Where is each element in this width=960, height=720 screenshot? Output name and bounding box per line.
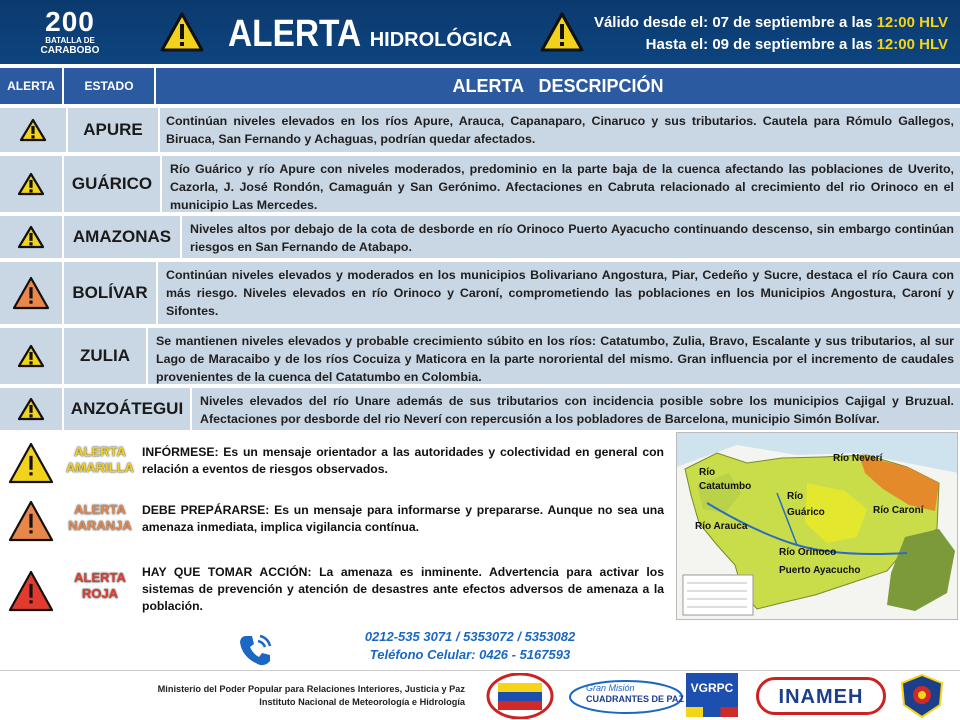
gran-mision-logo xyxy=(566,677,686,717)
map-label-neveri: Río Neverí xyxy=(833,453,883,464)
title-main: ALERTA xyxy=(228,13,362,55)
legend-label xyxy=(64,570,136,602)
legend-label xyxy=(64,502,136,534)
legend-label-line1: ALERTA xyxy=(74,502,126,517)
legend-label xyxy=(64,444,136,476)
table-row xyxy=(0,108,960,154)
table-header xyxy=(0,68,960,104)
venezuela-flag-logo xyxy=(486,673,554,719)
valid-from-time: 12:00 HLV xyxy=(876,14,948,31)
valid-to: Hasta el: 09 de septiembre a las xyxy=(645,36,873,53)
table-row xyxy=(0,216,960,260)
alert-level-cell xyxy=(0,108,68,152)
legend-label-line1: ALERTA xyxy=(74,444,126,459)
warning-icon xyxy=(19,118,47,142)
alert-level-cell xyxy=(0,328,64,384)
bicentenario-logo xyxy=(20,8,120,58)
map-label-guarico-2: Guárico xyxy=(787,507,825,518)
state-description: Niveles elevados del río Unare además de sus tributarios con incidencia posible sobre los municipios Cajigal y Bruzual. Afectaciones por desborde del rio Neverí con repercusión a los pobladores de Barcelona, municipio Simón Bolívar. xyxy=(200,394,954,426)
phone-numbers: 0212-535 3071 / 5353072 / 5353082 xyxy=(364,629,576,644)
state-name: BOLÍVAR xyxy=(64,262,158,324)
title-sub: HIDROLÓGICA xyxy=(369,29,512,51)
ministry-line1: Ministerio del Poder Popular para Relaciones Interiores, Justicia y Paz xyxy=(157,684,465,694)
page-title xyxy=(228,14,512,54)
vgrpc-text: VGRPC xyxy=(690,681,734,695)
col-descripcion: ALERTA DESCRIPCIÓN xyxy=(452,76,664,96)
logo-number: 200 xyxy=(45,6,95,37)
alert-legend xyxy=(0,432,670,628)
warning-icon xyxy=(8,500,54,542)
state-description: Continúan niveles elevados en los ríos Apure, Arauca, Capanaparo, Cinaruco y sus tributarios. Cautela para Rómulo Gallegos, Biruaca, San Fernando y Achaguas, podrían quedar afectados. xyxy=(166,114,954,146)
state-description: Río Guárico y río Apure con niveles moderados, predominio en la parte baja de la cuenca afectando las poblaciones de Uverito, Cazorla, J. José Rondón, Camaguán y San Gerónimo. Afectaciones en Cabruta relacionado al crecimiento del rio Orinoco en el municipio Las Mercedes. xyxy=(170,162,954,212)
map-label-arauca: Río Arauca xyxy=(695,521,748,532)
legend-label-line2: AMARILLA xyxy=(66,460,134,475)
legend-label-line2: NARANJA xyxy=(68,518,132,533)
gmcp-line2: CUADRANTES DE PAZ xyxy=(586,694,684,704)
legend-label-line1: ALERTA xyxy=(74,570,126,585)
state-description: Niveles altos por debajo de la cota de desborde en río Orinoco Puerto Ayacucho continuando descenso, sin embargo continúan riesgos en San Fernando de Atabapo. xyxy=(190,222,954,254)
logo-line1: BATALLA DE xyxy=(45,36,95,45)
map-label-catatumbo-1: Río xyxy=(699,467,716,478)
legend-text: DEBE PREPÁRARSE: Es un mensaje para informarse y prepararse. Aunque no sea una amenaza inmediata, implica vigilancia contínua. xyxy=(142,503,664,534)
state-description: Continúan niveles elevados y moderados en los municipios Bolivariano Angostura, Piar, Cedeño y Sucre, destaca el río Caura con más riesgo. Niveles elevados en río Orinoco y Caroní, comprometiendo las poblaciones en los Municipios Angostura, Caroní y Sifontes. xyxy=(166,268,954,318)
gmcp-line1: Gran Misión xyxy=(586,683,635,693)
warning-icon xyxy=(8,442,54,484)
footer xyxy=(0,670,960,720)
rivers-map xyxy=(676,432,958,620)
alert-level-cell xyxy=(0,262,64,324)
state-name: GUÁRICO xyxy=(64,156,162,212)
alert-level-cell xyxy=(0,156,64,212)
legend-text: HAY QUE TOMAR ACCIÓN: La amenaza es inminente. Advertencia para activar los sistemas de prevención y atención de desastres ante efectos adversos de amenaza a la población. xyxy=(142,565,664,613)
map-label-catatumbo-2: Catatumbo xyxy=(699,481,752,492)
table-row xyxy=(0,262,960,326)
validity-period xyxy=(594,12,948,56)
valid-to-time: 12:00 HLV xyxy=(876,36,948,53)
warning-icon xyxy=(17,397,45,421)
table-row xyxy=(0,156,960,214)
inameh-text: INAMEH xyxy=(778,686,864,708)
alert-level-cell xyxy=(0,388,64,430)
map-label-ayacucho: Puerto Ayacucho xyxy=(779,565,861,576)
valid-from: Válido desde el: 07 de septiembre a las xyxy=(593,14,873,31)
state-name: ZULIA xyxy=(64,328,148,384)
table-row xyxy=(0,388,960,432)
legend-item xyxy=(0,558,670,624)
map-label-orinoco: Río Orinoco xyxy=(779,547,837,558)
table-row xyxy=(0,328,960,386)
warning-icon xyxy=(8,570,54,612)
alert-level-cell xyxy=(0,216,64,258)
contact-section xyxy=(0,626,960,668)
map-label-guarico-1: Río xyxy=(787,491,804,502)
vgrpc-logo xyxy=(686,673,738,717)
state-name: ANZOÁTEGUI xyxy=(64,388,192,430)
ministry-text xyxy=(90,683,465,709)
header-bar xyxy=(0,0,960,64)
state-name: AMAZONAS xyxy=(64,216,182,258)
ministry-line2: Instituto Nacional de Meteorología e Hidrología xyxy=(259,697,465,707)
logo-line2: CARABOBO xyxy=(40,45,100,56)
warning-icon xyxy=(17,225,45,249)
warning-icon xyxy=(160,12,204,52)
legend-text: INFÓRMESE: Es un mensaje orientador a las autoridades y colectividad en general con relación a eventos de riesgos observados. xyxy=(142,445,664,476)
legend-item xyxy=(0,494,670,550)
legend-label-line2: ROJA xyxy=(81,586,119,601)
cell-number: Teléfono Celular: 0426 - 5167593 xyxy=(369,647,571,662)
state-name: APURE xyxy=(68,108,160,152)
col-alerta: ALERTA xyxy=(0,68,64,104)
phone-icon xyxy=(236,630,274,668)
map-label-caroni: Río Caroní xyxy=(873,505,924,516)
inameh-logo xyxy=(756,677,886,715)
warning-icon xyxy=(540,12,584,52)
warning-icon xyxy=(17,172,45,196)
warning-icon xyxy=(17,344,45,368)
col-estado: ESTADO xyxy=(64,68,156,104)
warning-icon xyxy=(12,276,50,310)
legend-item xyxy=(0,436,670,492)
shield-logo xyxy=(898,673,946,719)
state-description: Se mantienen niveles elevados y probable crecimiento súbito en los ríos: Catatumbo, Zulia, Bravo, Escalante y sus tributarios, al sur Lago de Maracaibo y de los ríos Cocuiza y Maticora en la parte nororiental del mismo. Gran influencia por el incremento de caudales provenientes de la cuenca del Catatumbo en Colombia. xyxy=(156,334,954,384)
